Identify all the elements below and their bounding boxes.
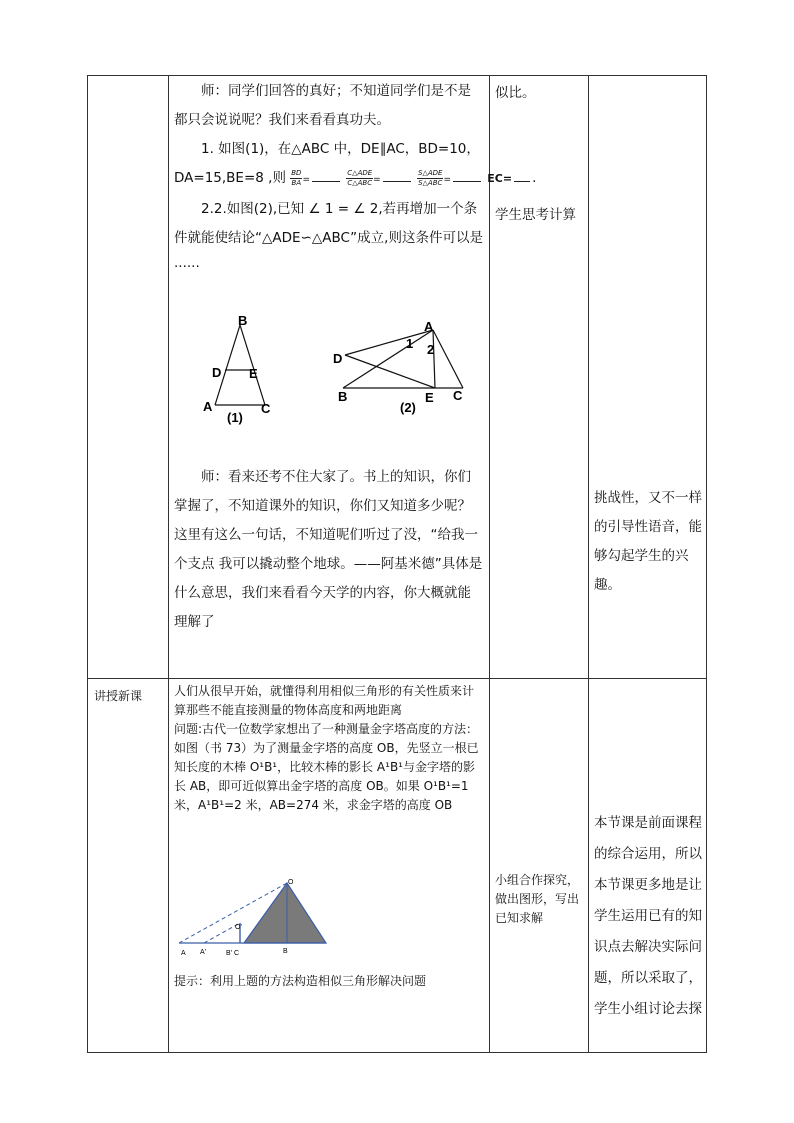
row2-design-intent: 本节课是前面课程的综合运用，所以本节课更多地是让学生运用已有的知识点去解决实际问题，所以采取了，学生小组讨论去探: [594, 815, 702, 1017]
figure-2: [343, 330, 463, 388]
question-1-line2: DA=15,BE=8 ,则 $\frac{BD}{BA}$ = $\frac{\text{C△ADE}}{\text{C△ABC}}$ = $\frac{\text{S△ADE}}{\text{S△ABC}}$ = EC= .: [174, 168, 537, 187]
label-b: B: [283, 948, 288, 955]
column-divider: [588, 76, 589, 1052]
row2-hint: 提示：利用上题的方法构造相似三角形解决问题: [174, 974, 427, 988]
fraction-area: $\frac{\text{S△ADE}}{\text{S△ABC}}$: [418, 168, 443, 187]
label-o1: O': [235, 924, 242, 931]
row2-problem: 问题:古代一位数学家想出了一种测量金字塔高度的方法：如图（书 73）为了测量金字塔的高度 OB，先竖立一根已知长度的木棒 O¹B¹，比较木棒的影长 A¹B¹与金字塔的影长 AB，即可近似算出金字塔的高度 OB。如果 O¹B¹=1 米，A¹B¹=2 米，AB=274 米，求金字塔的高度 OB: [174, 722, 479, 812]
fig1-label-b: B: [238, 313, 248, 328]
fraction-perimeter: $\frac{\text{C△ADE}}{\text{C△ABC}}$: [347, 168, 373, 187]
row1-student-activity-b: 学生思考计算: [495, 207, 576, 223]
label-a: A: [181, 950, 186, 957]
fig2-label-d: D: [333, 351, 343, 366]
fig2-angle-1: 1: [406, 336, 414, 351]
label-a1: A': [200, 949, 207, 956]
question-2: 2.2.如图(2),已知 ∠ 1 = ∠ 2,若再增加一个条件就能使结论“△ADE∽△ABC”成立,则这条件可以是······: [174, 201, 483, 275]
ec-label: EC=: [487, 172, 513, 185]
row2-stage-label: 讲授新课: [94, 689, 143, 703]
pyramid-figure: [174, 875, 334, 960]
fig2-angle-2: 2: [427, 342, 435, 357]
label-o: O: [288, 879, 294, 886]
teacher-transition: 师：看来还考不住大家了。书上的知识，你们掌握了，不知道课外的知识，你们又知道多少呢？这里有这么一句话，不知道呢们听过了没，“给我一个支点 我可以撬动整个地球。——阿基米德”具体是什么意思，我们来看看今天学的内容，你大概就能理解了: [174, 469, 483, 630]
fig1-label-a: A: [203, 399, 213, 414]
row2-intro: 人们从很早开始，就懂得利用相似三角形的有关性质来计算那些不能直接测量的物体高度和两地距离: [174, 684, 475, 717]
fig1-label-c: C: [261, 401, 271, 416]
question-1: [174, 135, 484, 164]
answer-blank: [312, 172, 340, 182]
row2-student-activity: 小组合作探究，做出图形，写出已知求解: [495, 873, 580, 925]
fig2-label-c: C: [453, 388, 463, 403]
answer-blank: [514, 172, 530, 182]
geometry-figures: [195, 310, 475, 425]
row1-design-intent: 挑战性，又不一样的引导性语音，能够勾起学生的兴趣。: [594, 490, 702, 593]
figure-1: [215, 325, 265, 405]
label-b1c: B' C: [226, 950, 240, 957]
fig2-label-a: A: [424, 319, 434, 334]
column-divider: [168, 76, 169, 1052]
fig1-label-d: D: [212, 365, 222, 380]
question-1-text: 1. 如图(1)，在△ABC 中，DE∥AC，BD=10，: [201, 141, 480, 157]
pyramid-shape: [244, 883, 326, 943]
fig2-label-b: B: [338, 389, 348, 404]
column-divider: [489, 76, 490, 1052]
teacher-intro: 师：同学们回答的真好；不知道同学们是不是都只会说说呢？我们来看看真功夫。: [174, 83, 471, 128]
row-divider: [88, 678, 706, 679]
question-1-cond: DA=15,BE=8 ,则: [174, 170, 286, 186]
row2-content: [174, 682, 484, 815]
fig2-caption: (2): [400, 400, 416, 415]
row1-student-activity-a: 似比。: [495, 85, 536, 101]
answer-blank: [453, 172, 481, 182]
fig1-label-e: E: [249, 366, 258, 381]
answer-blank: [383, 172, 411, 182]
fraction-bd-ba: $\frac{BD}{BA}$: [291, 168, 302, 187]
fig2-label-e: E: [425, 390, 434, 405]
fig1-caption: (1): [227, 410, 243, 425]
